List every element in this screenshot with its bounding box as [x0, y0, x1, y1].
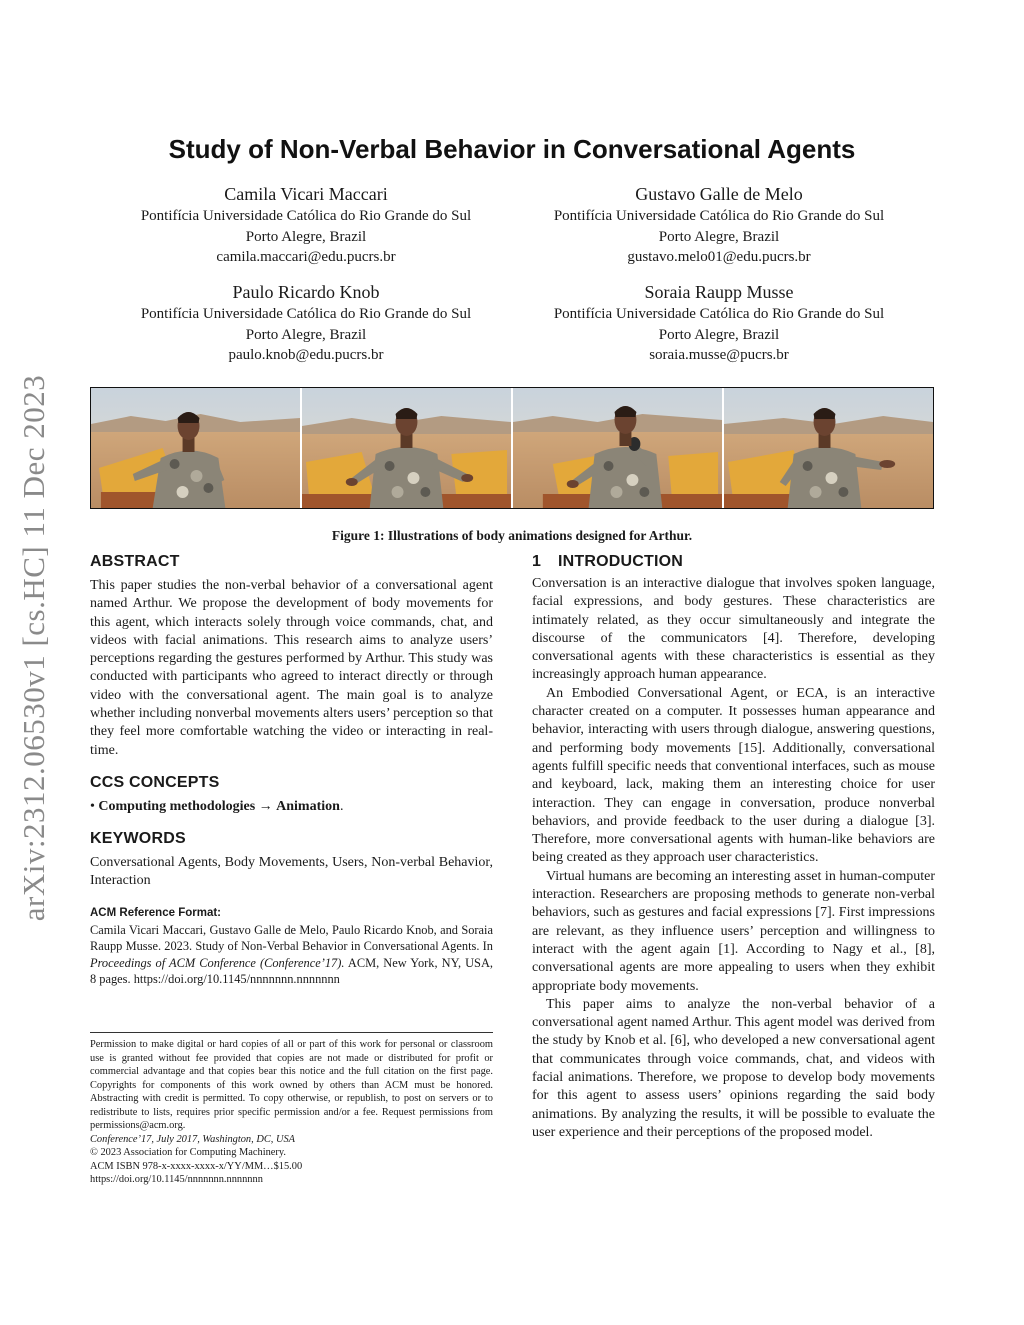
- author-email[interactable]: soraia.musse@pucrs.br: [649, 347, 789, 363]
- author-block: [96, 183, 516, 268]
- intro-paragraph: Virtual humans are becoming an interesting asset in human-computer interaction. Researchers are proposing methods to generate non-verbal behaviors, such as gestures and facial expressions [7]. First impressions are relevant, as they influence users’ perception and willingness to interact with the agent again [1]. According to Nagy et al., [8], conversational agents are more appealing to users when they exhibit appropriate body movements.: [532, 868, 935, 994]
- ccs-concept: Computing methodologies: [98, 798, 256, 814]
- author-email[interactable]: gustavo.melo01@edu.pucrs.br: [627, 249, 811, 265]
- author-name: Soraia Raupp Musse: [644, 282, 794, 302]
- arxiv-identifier: arXiv:2312.06530v1 [cs.HC] 11 Dec 2023: [16, 374, 51, 922]
- animation-frame: [513, 388, 722, 508]
- author-location: Porto Alegre, Brazil: [245, 326, 367, 343]
- animation-illustration: [91, 388, 300, 508]
- author-name: Gustavo Galle de Melo: [635, 184, 803, 204]
- animation-frame: [302, 388, 511, 508]
- keywords-section: [90, 830, 493, 891]
- acm-reference: [90, 907, 493, 988]
- author-email[interactable]: camila.maccari@edu.pucrs.br: [216, 249, 396, 265]
- ccs-heading: CCS CONCEPTS: [90, 773, 220, 791]
- ccs-subconcept: Animation: [276, 798, 340, 814]
- author-name: Camila Vicari Maccari: [224, 184, 388, 204]
- author-block: [509, 281, 929, 366]
- author-location: Porto Alegre, Brazil: [658, 326, 780, 343]
- animation-frame: [724, 388, 933, 508]
- paper-title: Study of Non-Verbal Behavior in Conversational Agents: [168, 134, 856, 164]
- acm-reference-heading: ACM Reference Format:: [90, 906, 221, 919]
- introduction-heading: [532, 553, 935, 571]
- section-number: 1: [532, 553, 542, 570]
- acm-reference-venue: Proceedings of ACM Conference (Conference’17).: [90, 955, 345, 970]
- author-name: Paulo Ricardo Knob: [232, 282, 380, 302]
- ccs-section: [90, 774, 493, 816]
- figure-caption-text: Illustrations of body animations designed for Arthur.: [387, 528, 693, 543]
- permission-notice: [90, 1032, 493, 1187]
- author-location: Porto Alegre, Brazil: [658, 228, 780, 245]
- animation-illustration: [513, 388, 722, 508]
- author-affiliation: Pontifícia Universidade Católica do Rio Grande do Sul: [140, 208, 472, 224]
- copyright-line: © 2023 Association for Computing Machinery.: [90, 1147, 286, 1158]
- acm-reference-before: Camila Vicari Maccari, Gustavo Galle de Melo, Paulo Ricardo Knob, and Soraia Raupp Musse. 2023. Study of Non-Verbal Behavior in Conversational Agents. In: [90, 922, 493, 954]
- keywords-text: Conversational Agents, Body Movements, Users, Non-verbal Behavior, Interaction: [90, 854, 493, 889]
- ccs-bullet: •: [90, 798, 95, 814]
- figure-label: Figure 1:: [331, 528, 385, 543]
- permission-body: Permission to make digital or hard copies of all or part of this work for personal or classroom use is granted without fee provided that copies are not made or distributed for profit or commercial advantage and that copies bear this notice and the full citation on the first page. Copyrights for components of this work owned by others than ACM must be honored. Abstracting with credit is permitted. To copy otherwise, or republish, to post on servers or to redistribute to lists, requires prior specific permission and/or a fee. Request permissions from permissions@acm.org.: [90, 1039, 493, 1131]
- animation-illustration: [302, 388, 511, 508]
- ccs-arrow: →: [258, 798, 273, 814]
- animation-illustration: [724, 388, 933, 508]
- ccs-concept-line: [90, 798, 493, 816]
- conference-line: Conference’17, July 2017, Washington, DC, USA: [90, 1133, 295, 1145]
- keywords-heading: KEYWORDS: [90, 829, 186, 847]
- author-affiliation: Pontifícia Universidade Católica do Rio Grande do Sul: [553, 306, 885, 322]
- teaser-figure: [90, 387, 934, 509]
- acm-reference-text: [90, 922, 493, 988]
- intro-paragraph: This paper aims to analyze the non-verbal behavior of a conversational agent named Arthur. This agent model was derived from the study by Knob et al. [6], who developed a new conversational agent that communicates through voice commands, chat, and videos with facial animations. Therefore, we propose to develop body movements for this agent to assess users’ opinions regarding the said body animations. By analyzing the results, it will be possible to evaluate the user experience and their perceptions of the proposed model.: [532, 996, 935, 1140]
- doi-link[interactable]: https://doi.org/10.1145/nnnnnnn.nnnnnnn: [90, 1174, 263, 1185]
- acm-reference-after: ACM, New York, NY, USA, 8 pages. https://doi.org/10.1145/nnnnnnn.nnnnnnn: [90, 955, 493, 987]
- abstract-heading: ABSTRACT: [90, 553, 180, 570]
- author-block: [509, 183, 929, 268]
- section-title: INTRODUCTION: [558, 553, 684, 570]
- isbn-line: ACM ISBN 978-x-xxxx-xxxx-x/YY/MM…$15.00: [90, 1160, 303, 1172]
- author-block: [96, 281, 516, 366]
- figure-caption: [0, 528, 1024, 544]
- author-affiliation: Pontifícia Universidade Católica do Rio Grande do Sul: [553, 208, 885, 224]
- right-column: [532, 553, 935, 1142]
- author-location: Porto Alegre, Brazil: [245, 228, 367, 245]
- author-email[interactable]: paulo.knob@edu.pucrs.br: [228, 347, 384, 363]
- intro-paragraph: Conversation is an interactive dialogue that involves spoken language, facial expressions, and body gestures. These characteristics are intimately related, as they occur simultaneously and integrate the discourse of the communicators [4]. Therefore, developing conversational agents with these characteristics is essential as they increasingly approach human appearance.: [532, 576, 935, 683]
- ccs-end: .: [339, 798, 344, 814]
- animation-frame: [91, 388, 300, 508]
- intro-paragraph: An Embodied Conversational Agent, or ECA, is an interactive character created on a computer. It possesses human appearance and behavior, interacting with users through dialogue, answering questions, and performing body movements [15]. Additionally, conversational agents fulfill specific needs that conventional interfaces, such as mouse and keyboard, lack, making them an interesting choice for user interaction. They can engage in conversation, produce nonverbal behaviors, and provide feedback to the user during a dialogue [3]. Therefore, more conversational agents with human-like behaviors are being created as they approach user characteristics.: [532, 685, 935, 866]
- abstract-text: This paper studies the non-verbal behavior of a conversational agent named Arthur. We propose the development of body movements for this agent, which interacts solely through voice commands, chat, and videos with facial animations. This research aims to analyze users’ perceptions regarding the gestures performed by Arthur. This study was conducted with participants who agreed to interact directly or through video with the conversational agent. The main goal is to analyze whether including nonverbal movements alters users’ perception so that they feel more comfortable watching the video or interacting in real-time.: [90, 578, 493, 758]
- author-affiliation: Pontifícia Universidade Católica do Rio Grande do Sul: [140, 306, 472, 322]
- left-column: [90, 553, 493, 988]
